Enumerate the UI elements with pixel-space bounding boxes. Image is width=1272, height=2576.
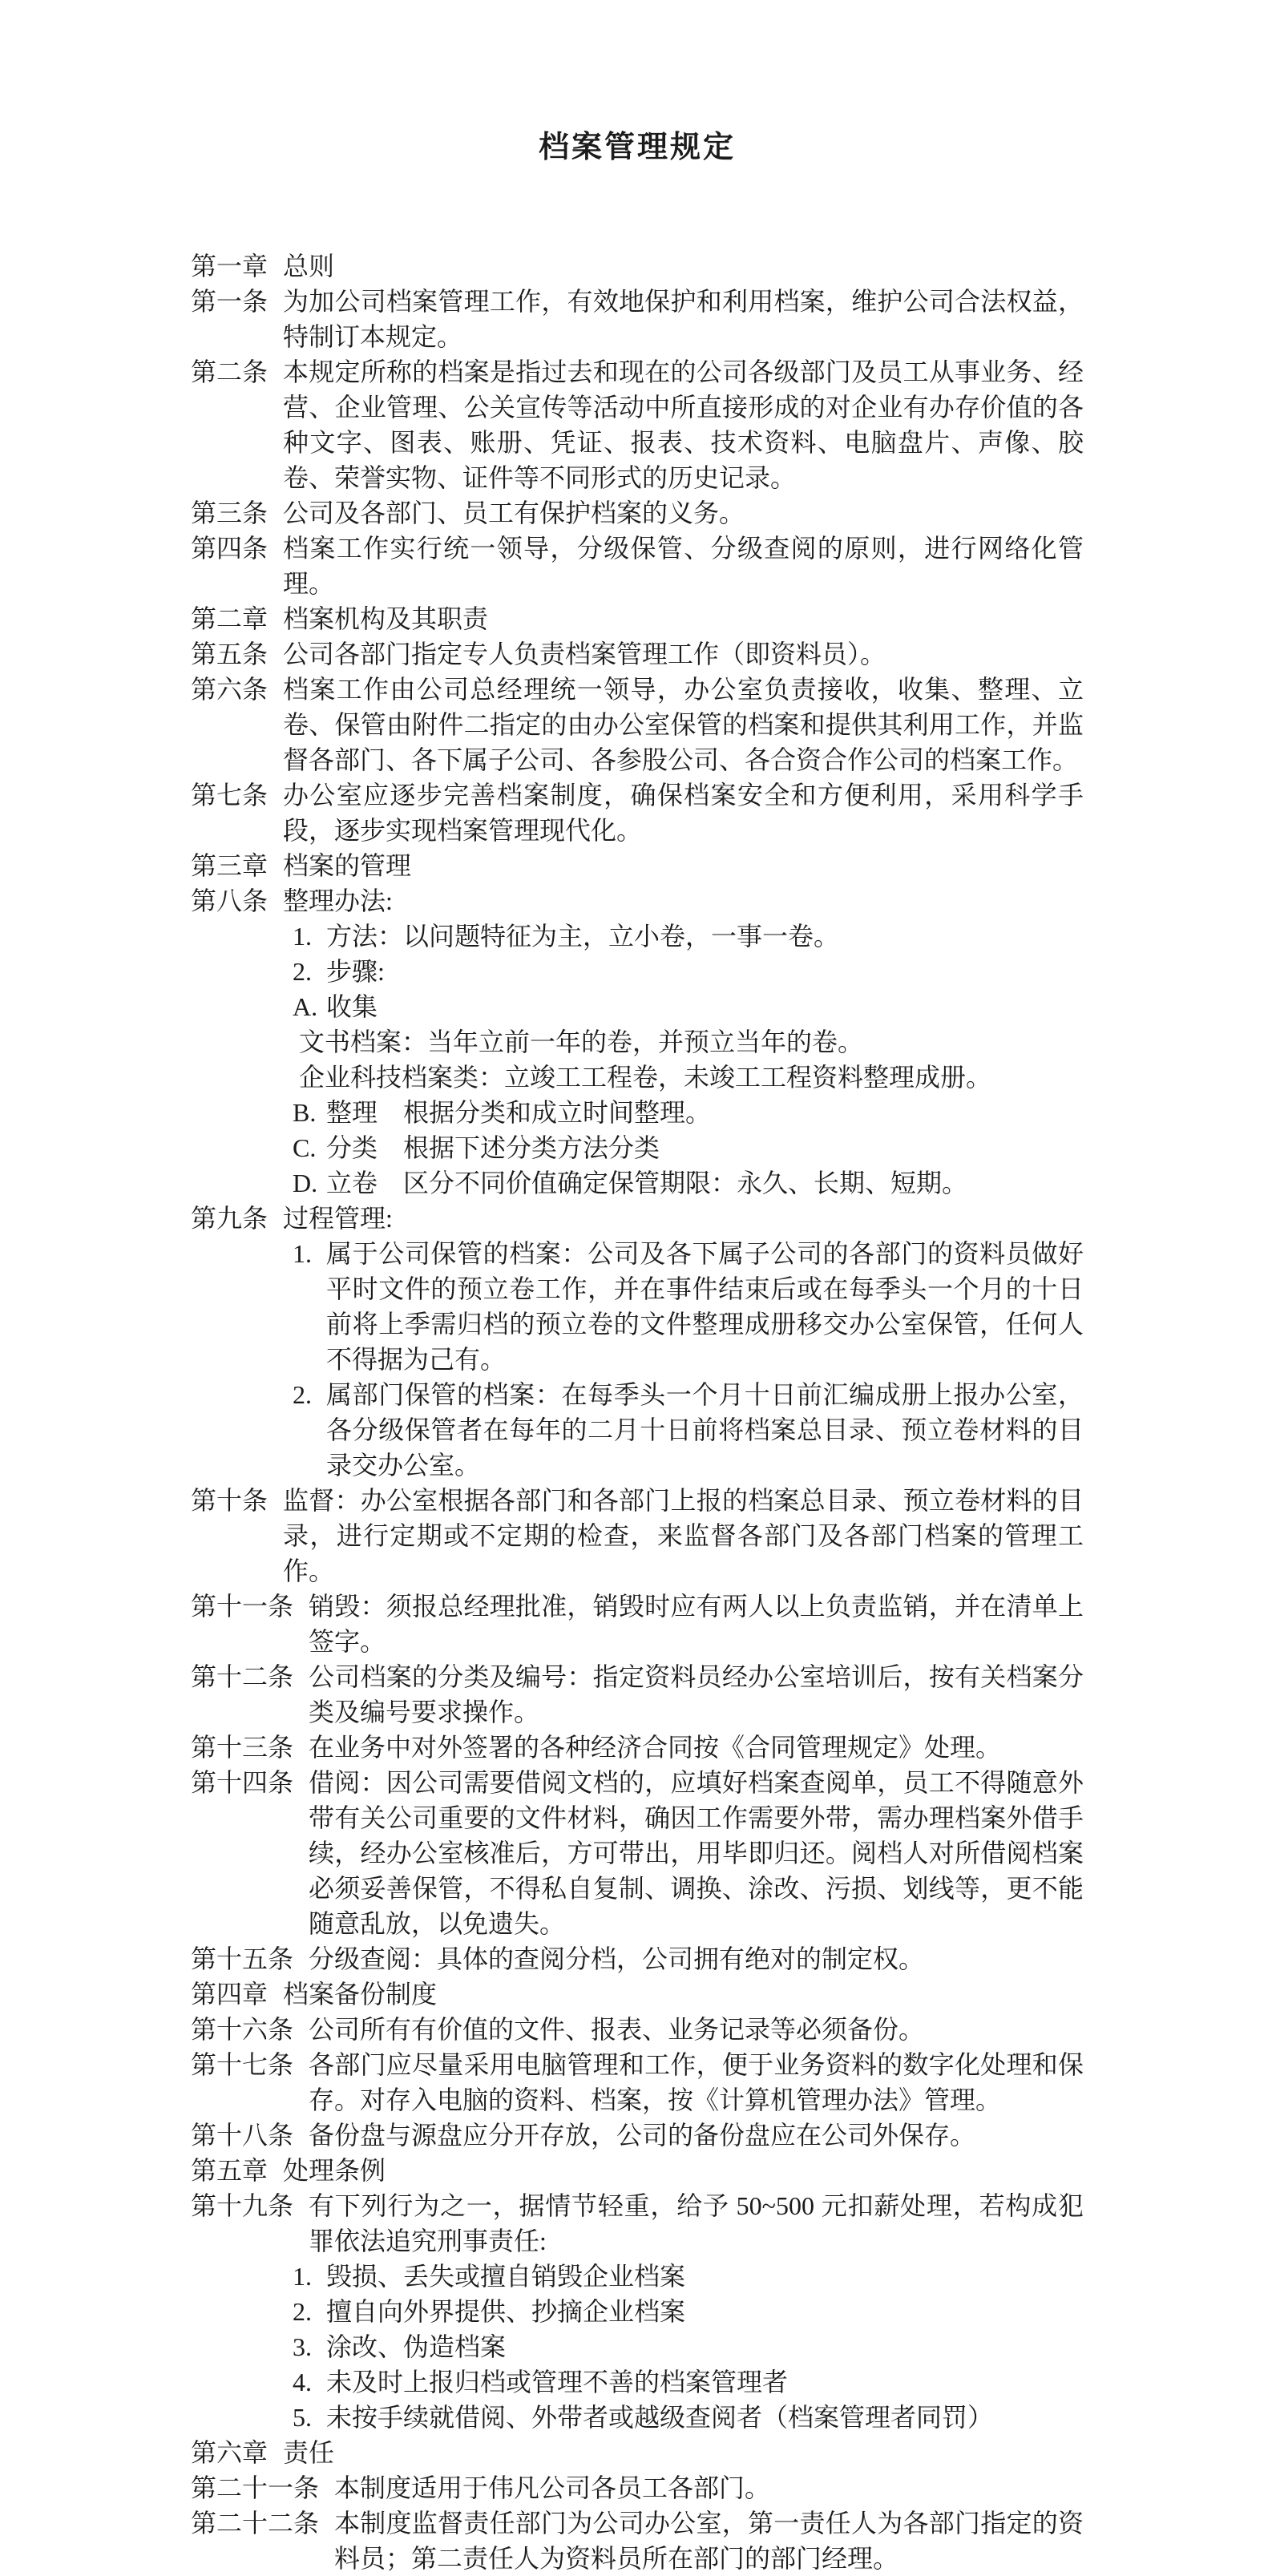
article-text: 本制度适用于伟凡公司各员工各部门。 [334, 2473, 771, 2502]
article-text: 整理办法: [283, 886, 393, 915]
sub-item-row [293, 1236, 1084, 1377]
article-label: 第七条 [191, 781, 269, 810]
sub-item-row [299, 1024, 1084, 1060]
article-row [191, 777, 1084, 848]
sub-item-text: 企业科技档案类：立竣工工程卷，未竣工工程资料整理成册。 [299, 1063, 992, 1092]
sub-item-row [293, 1165, 1084, 1201]
article-label: 第十二条 [191, 1662, 294, 1691]
article-text: 销毁：须报总经理批准，销毁时应有两人以上负责监销，并在清单上签字。 [309, 1592, 1084, 1656]
article-label: 第九条 [191, 1204, 269, 1233]
sub-item-marker: D. [293, 1169, 318, 1197]
article-row [191, 1765, 1084, 1941]
sub-item-row [293, 2329, 1084, 2364]
sub-item-marker: 2. [293, 2297, 312, 2326]
chapter-title: 总则 [283, 252, 335, 281]
chapter-title: 档案备份制度 [283, 1980, 438, 2009]
article-label: 第八条 [191, 886, 269, 915]
article-label: 第十条 [191, 1486, 269, 1515]
article-label: 第二条 [191, 357, 269, 386]
article-row [191, 284, 1084, 354]
sub-item-row [293, 1095, 1084, 1130]
sub-item-text: 步骤: [326, 957, 385, 986]
article-text: 监督：办公室根据各部门和各部门上报的档案总目录、预立卷材料的目录，进行定期或不定期的检查，来监督各部门及各部门档案的管理工作。 [283, 1486, 1084, 1585]
chapter-label: 第一章 [191, 252, 269, 281]
article-row [191, 1589, 1084, 1659]
chapter-title: 处理条例 [283, 2156, 386, 2185]
sub-item-marker: B. [293, 1098, 317, 1127]
sub-item-marker: 5. [293, 2403, 312, 2432]
sub-item-text: 未及时上报归档或管理不善的档案管理者 [326, 2368, 789, 2396]
sub-item-text: 整理 根据分类和成立时间整理。 [326, 1098, 712, 1127]
chapter-label: 第四章 [191, 1980, 269, 2009]
sub-item-row [293, 1377, 1084, 1483]
sub-item-marker: C. [293, 1133, 317, 1162]
sub-item-row [293, 2259, 1084, 2294]
sub-item-marker: 1. [293, 922, 312, 951]
sub-item-text: 未按手续就借阅、外带者或越级查阅者（档案管理者同罚） [326, 2403, 994, 2432]
sub-item-row [293, 954, 1084, 989]
article-row [191, 1941, 1084, 1976]
chapter-label: 第二章 [191, 604, 269, 633]
chapter-row [191, 2435, 1084, 2470]
chapter-label: 第六章 [191, 2438, 269, 2467]
article-label: 第二十一条 [191, 2473, 320, 2502]
sub-item-text: 毁损、丢失或擅自销毁企业档案 [326, 2262, 686, 2291]
article-label: 第十八条 [191, 2121, 294, 2150]
sub-item-marker: 1. [293, 2262, 312, 2291]
article-text: 备份盘与源盘应分开存放，公司的备份盘应在公司外保存。 [309, 2121, 976, 2150]
article-row [191, 495, 1084, 531]
sub-item-row [293, 2364, 1084, 2400]
article-label: 第十九条 [191, 2191, 294, 2220]
article-text: 公司及各部门、员工有保护档案的义务。 [283, 499, 745, 527]
article-row [191, 531, 1084, 601]
chapter-row [191, 2153, 1084, 2188]
article-row [191, 1483, 1084, 1589]
article-row [191, 1201, 1084, 1236]
article-row [191, 354, 1084, 495]
article-text: 本规定所称的档案是指过去和现在的公司各级部门及员工从事业务、经营、企业管理、公关宣传等活动中所直接形成的对企业有办存价值的各种文字、图表、账册、凭证、报表、技术资料、电脑盘片、声像、胶卷、荣誉实物、证件等不同形式的历史记录。 [283, 357, 1084, 492]
article-label: 第十六条 [191, 2015, 294, 2044]
chapter-row [191, 601, 1084, 636]
article-label: 第四条 [191, 534, 269, 563]
sub-item-text: 文书档案：当年立前一年的卷，并预立当年的卷。 [299, 1028, 864, 1056]
sub-item-text: 属部门保管的档案：在每季头一个月十日前汇编成册上报办公室，各分级保管者在每年的二月十日前将档案总目录、预立卷材料的目录交办公室。 [326, 1380, 1084, 1480]
chapter-label: 第五章 [191, 2156, 269, 2185]
sub-item-text: 立卷 区分不同价值确定保管期限：永久、长期、短期。 [326, 1169, 968, 1197]
article-label: 第一条 [191, 287, 269, 316]
article-row [191, 2118, 1084, 2153]
article-label: 第十五条 [191, 1944, 294, 1973]
article-text: 在业务中对外签署的各种经济合同按《合同管理规定》处理。 [309, 1733, 1002, 1762]
article-label: 第五条 [191, 640, 269, 668]
article-text: 分级查阅：具体的查阅分档，公司拥有绝对的制定权。 [309, 1944, 925, 1973]
article-label: 第六条 [191, 675, 269, 704]
article-row [191, 636, 1084, 672]
sub-item-marker: A. [293, 992, 318, 1021]
article-label: 第十一条 [191, 1592, 294, 1621]
article-text: 公司档案的分类及编号：指定资料员经办公室培训后，按有关档案分类及编号要求操作。 [309, 1662, 1084, 1726]
article-text: 档案工作由公司总经理统一领导，办公室负责接收，收集、整理、立卷、保管由附件二指定的由办公室保管的档案和提供其利用工作，并监督各部门、各下属子公司、各参股公司、各合资合作公司的档案工作。 [283, 675, 1084, 774]
article-text: 本制度监督责任部门为公司办公室，第一责任人为各部门指定的资料员；第二责任人为资料员所在部门的部门经理。 [334, 2509, 1084, 2573]
sub-item-marker: 2. [293, 957, 312, 986]
article-row [191, 672, 1084, 777]
article-row [191, 1730, 1084, 1765]
chapter-row [191, 848, 1084, 883]
article-row [191, 883, 1084, 919]
article-row [191, 2047, 1084, 2118]
sub-item-row [293, 919, 1084, 954]
sub-item-row [293, 989, 1084, 1024]
article-text: 各部门应尽量采用电脑管理和工作，便于业务资料的数字化处理和保存。对存入电脑的资料、档案，按《计算机管理办法》管理。 [309, 2050, 1084, 2114]
chapter-row [191, 1976, 1084, 2012]
sub-item-row [299, 1060, 1084, 1095]
article-text: 办公室应逐步完善档案制度，确保档案安全和方便利用，采用科学手段，逐步实现档案管理现代化。 [283, 781, 1084, 845]
sub-item-marker: 1. [293, 1239, 312, 1268]
chapter-row [191, 248, 1084, 284]
article-label: 第二十二条 [191, 2509, 320, 2538]
sub-item-marker: 2. [293, 1380, 312, 1409]
sub-item-text: 分类 根据下述分类方法分类 [326, 1133, 660, 1162]
article-row [191, 2012, 1084, 2047]
chapter-title: 档案机构及其职责 [283, 604, 489, 633]
document-title: 档案管理规定 [538, 131, 736, 164]
sub-item-text: 涂改、伪造档案 [326, 2332, 507, 2361]
article-text: 借阅：因公司需要借阅文档的，应填好档案查阅单，员工不得随意外带有关公司重要的文件材料，确因工作需要外带，需办理档案外借手续，经办公室核准后，方可带出，用毕即归还。阅档人对所借阅档案必须妥善保管，不得私自复制、调换、涂改、污损、划线等，更不能随意乱放，以免遗失。 [309, 1768, 1084, 1938]
article-row [191, 2470, 1084, 2505]
sub-item-row [293, 2400, 1084, 2435]
chapter-label: 第三章 [191, 851, 269, 880]
document-body [191, 248, 1084, 2576]
article-text: 公司各部门指定专人负责档案管理工作（即资料员）。 [283, 640, 886, 668]
sub-item-text: 属于公司保管的档案：公司及各下属子公司的各部门的资料员做好平时文件的预立卷工作，并在事件结束后或在每季头一个月的十日前将上季需归档的预立卷的文件整理成册移交办公室保管，任何人不得据为己有。 [326, 1239, 1084, 1374]
article-row [191, 2188, 1084, 2259]
article-label: 第十三条 [191, 1733, 294, 1762]
article-label: 第十四条 [191, 1768, 294, 1797]
sub-item-row [293, 2294, 1084, 2329]
chapter-title: 责任 [283, 2438, 335, 2467]
article-row [191, 1659, 1084, 1730]
chapter-title: 档案的管理 [283, 851, 412, 880]
sub-item-marker: 4. [293, 2368, 312, 2396]
article-label: 第十七条 [191, 2050, 294, 2079]
article-label: 第三条 [191, 499, 269, 527]
article-text: 公司所有有价值的文件、报表、业务记录等必须备份。 [309, 2015, 925, 2044]
article-row [191, 2505, 1084, 2576]
sub-item-marker: 3. [293, 2332, 312, 2361]
sub-item-text: 擅自向外界提供、抄摘企业档案 [326, 2297, 686, 2326]
article-text: 档案工作实行统一领导，分级保管、分级查阅的原则，进行网络化管理。 [283, 534, 1084, 598]
sub-item-text: 收集 [326, 992, 378, 1021]
article-text: 为加公司档案管理工作，有效地保护和利用档案，维护公司合法权益，特制订本规定。 [283, 287, 1084, 351]
sub-item-row [293, 1130, 1084, 1165]
article-text: 过程管理: [283, 1204, 393, 1233]
sub-item-text: 方法：以问题特征为主，立小卷，一事一卷。 [326, 922, 840, 951]
article-text: 有下列行为之一，据情节轻重，给予 50~500 元扣薪处理，若构成犯罪依法追究刑事责任: [309, 2191, 1084, 2255]
